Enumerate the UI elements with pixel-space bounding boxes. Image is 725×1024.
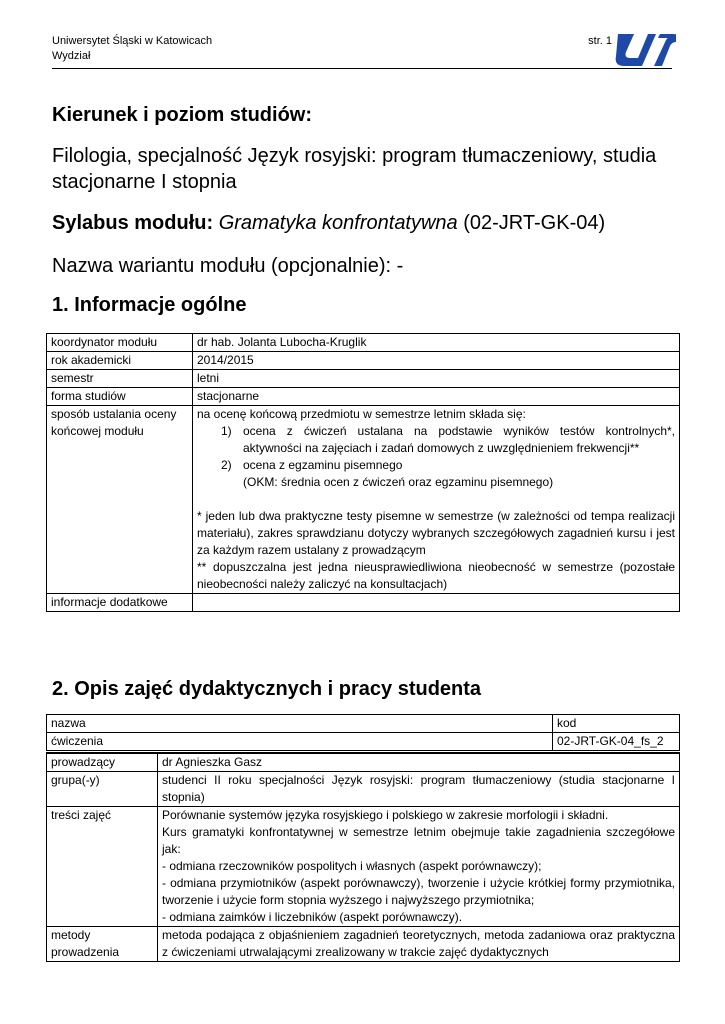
- general-info-table: [46, 333, 680, 612]
- sylabus-label: Sylabus modułu:: [52, 212, 219, 234]
- table-row: [47, 807, 680, 927]
- grading-list: [197, 423, 675, 474]
- footnote-2: ** dopuszczalna jest jedna nieusprawiedliwiona nieobecność w semestrze (pozostałe nieobecności należy zaliczyć na konsultacjach): [197, 560, 675, 591]
- course-details-table: [46, 753, 680, 962]
- faculty-name: Wydział: [52, 50, 91, 62]
- sposob-value: [193, 406, 680, 594]
- wariant-heading: Nazwa wariantu modułu (opcjonalnie): -: [52, 255, 404, 277]
- item-number: 2): [221, 458, 232, 472]
- list-item: [221, 457, 675, 474]
- forma-label: forma studiów: [47, 388, 193, 406]
- rok-label: rok akademicki: [47, 352, 193, 370]
- footnote-1: * jeden lub dwa praktyczne testy pisemne w semestrze (w zależności od tempa realizacji materiału), zakres sprawdzianu dotyczy wybranych szczegółowych zagadnień kursu i jest za każdym razem ustalany z prowadzącym: [197, 509, 675, 557]
- item-number: 1): [221, 424, 232, 438]
- metody-value: metoda podająca z objaśnieniem zagadnień teoretycznych, metoda zadaniowa oraz praktyczna z ćwiczeniami utrwalającymi zrealizowany w trakcie zajęć dydaktycznych: [158, 927, 680, 962]
- table-row: [47, 715, 680, 733]
- metody-label: metody prowadzenia: [47, 927, 158, 962]
- table-row: [47, 352, 680, 370]
- grupa-value: studenci II roku specjalności Język rosyjski: program tłumaczeniowy (studia stacjonarne I stopnia): [158, 772, 680, 807]
- sposob-label: sposób ustalania oceny końcowej modułu: [47, 406, 193, 594]
- table-row: [47, 594, 680, 612]
- koordynator-label: koordynator modułu: [47, 334, 193, 352]
- tresci-p1: Porównanie systemów języka rosyjskiego i polskiego w zakresie morfologii i składni.: [162, 808, 609, 822]
- tresci-p2: Kurs gramatyki konfrontatywnej w semestrze letnim obejmuje takie zagadnienia szczegółowe jak:: [162, 825, 675, 856]
- section-1-heading: 1. Informacje ogólne: [52, 294, 247, 316]
- kod-label: kod: [553, 715, 680, 733]
- header-left: [52, 34, 212, 64]
- semestr-value: letni: [193, 370, 680, 388]
- module-code: (02-JRT-GK-04): [457, 212, 606, 234]
- table-row: [47, 370, 680, 388]
- table-row: [47, 406, 680, 594]
- section-2-heading: 2. Opis zajęć dydaktycznych i pracy studenta: [52, 678, 482, 700]
- table-row: [47, 754, 680, 772]
- list-item: [221, 423, 675, 457]
- nazwa-value: ćwiczenia: [47, 733, 553, 752]
- table-row: [47, 927, 680, 962]
- grupa-label: grupa(-y): [47, 772, 158, 807]
- semestr-label: semestr: [47, 370, 193, 388]
- page-header: [52, 34, 672, 69]
- kierunek-value: Filologia, specjalność Język rosyjski: program tłumaczeniowy, studia stacjonarne I stopnia: [52, 145, 657, 193]
- item-text: ocena z egzaminu pisemnego: [243, 458, 403, 472]
- course-table-header: [46, 714, 680, 753]
- info-value: [193, 594, 680, 612]
- university-name: Uniwersytet Śląski w Katowicach: [52, 35, 213, 47]
- kod-value: 02-JRT-GK-04_fs_2: [553, 733, 680, 752]
- tresci-item-3: - odmiana zaimków i liczebników (aspekt porównawczy).: [162, 910, 463, 924]
- university-logo-icon: [614, 30, 678, 70]
- table-row: [47, 388, 680, 406]
- tresci-value: [158, 807, 680, 927]
- table-row: [47, 772, 680, 807]
- nazwa-label: nazwa: [47, 715, 553, 733]
- table-row: [47, 733, 680, 752]
- prowadzacy-value: dr Agnieszka Gasz: [158, 754, 680, 772]
- sposob-intro: na ocenę końcową przedmiotu w semestrze letnim składa się:: [197, 407, 526, 421]
- sylabus-heading: [52, 210, 605, 236]
- prowadzacy-label: prowadzący: [47, 754, 158, 772]
- koordynator-value: dr hab. Jolanta Lubocha-Kruglik: [193, 334, 680, 352]
- tresci-item-2: - odmiana przymiotników (aspekt porównawczy), tworzenie i użycie krótkiej formy przymiotnika, tworzenie i użycie form stopnia wyższego i najwyższego przymiotnika;: [162, 876, 675, 907]
- tresci-label: treści zajęć: [47, 807, 158, 927]
- module-name: Gramatyka konfrontatywna: [218, 212, 458, 234]
- item-text: ocena z ćwiczeń ustalana na podstawie wyników testów kontrolnych*, aktywności na zajęciach i zadań domowych z uwzględnieniem frekwencji**: [243, 424, 675, 455]
- rok-value: 2014/2015: [193, 352, 680, 370]
- info-label: informacje dodatkowe: [47, 594, 193, 612]
- kierunek-heading: Kierunek i poziom studiów:: [52, 104, 313, 126]
- okm-note: (OKM: średnia ocen z ćwiczeń oraz egzaminu pisemnego): [243, 475, 554, 489]
- tresci-item-1: - odmiana rzeczowników pospolitych i własnych (aspekt porównawczy);: [162, 859, 542, 873]
- forma-value: stacjonarne: [193, 388, 680, 406]
- table-row: [47, 334, 680, 352]
- page-number: str. 1: [588, 35, 612, 47]
